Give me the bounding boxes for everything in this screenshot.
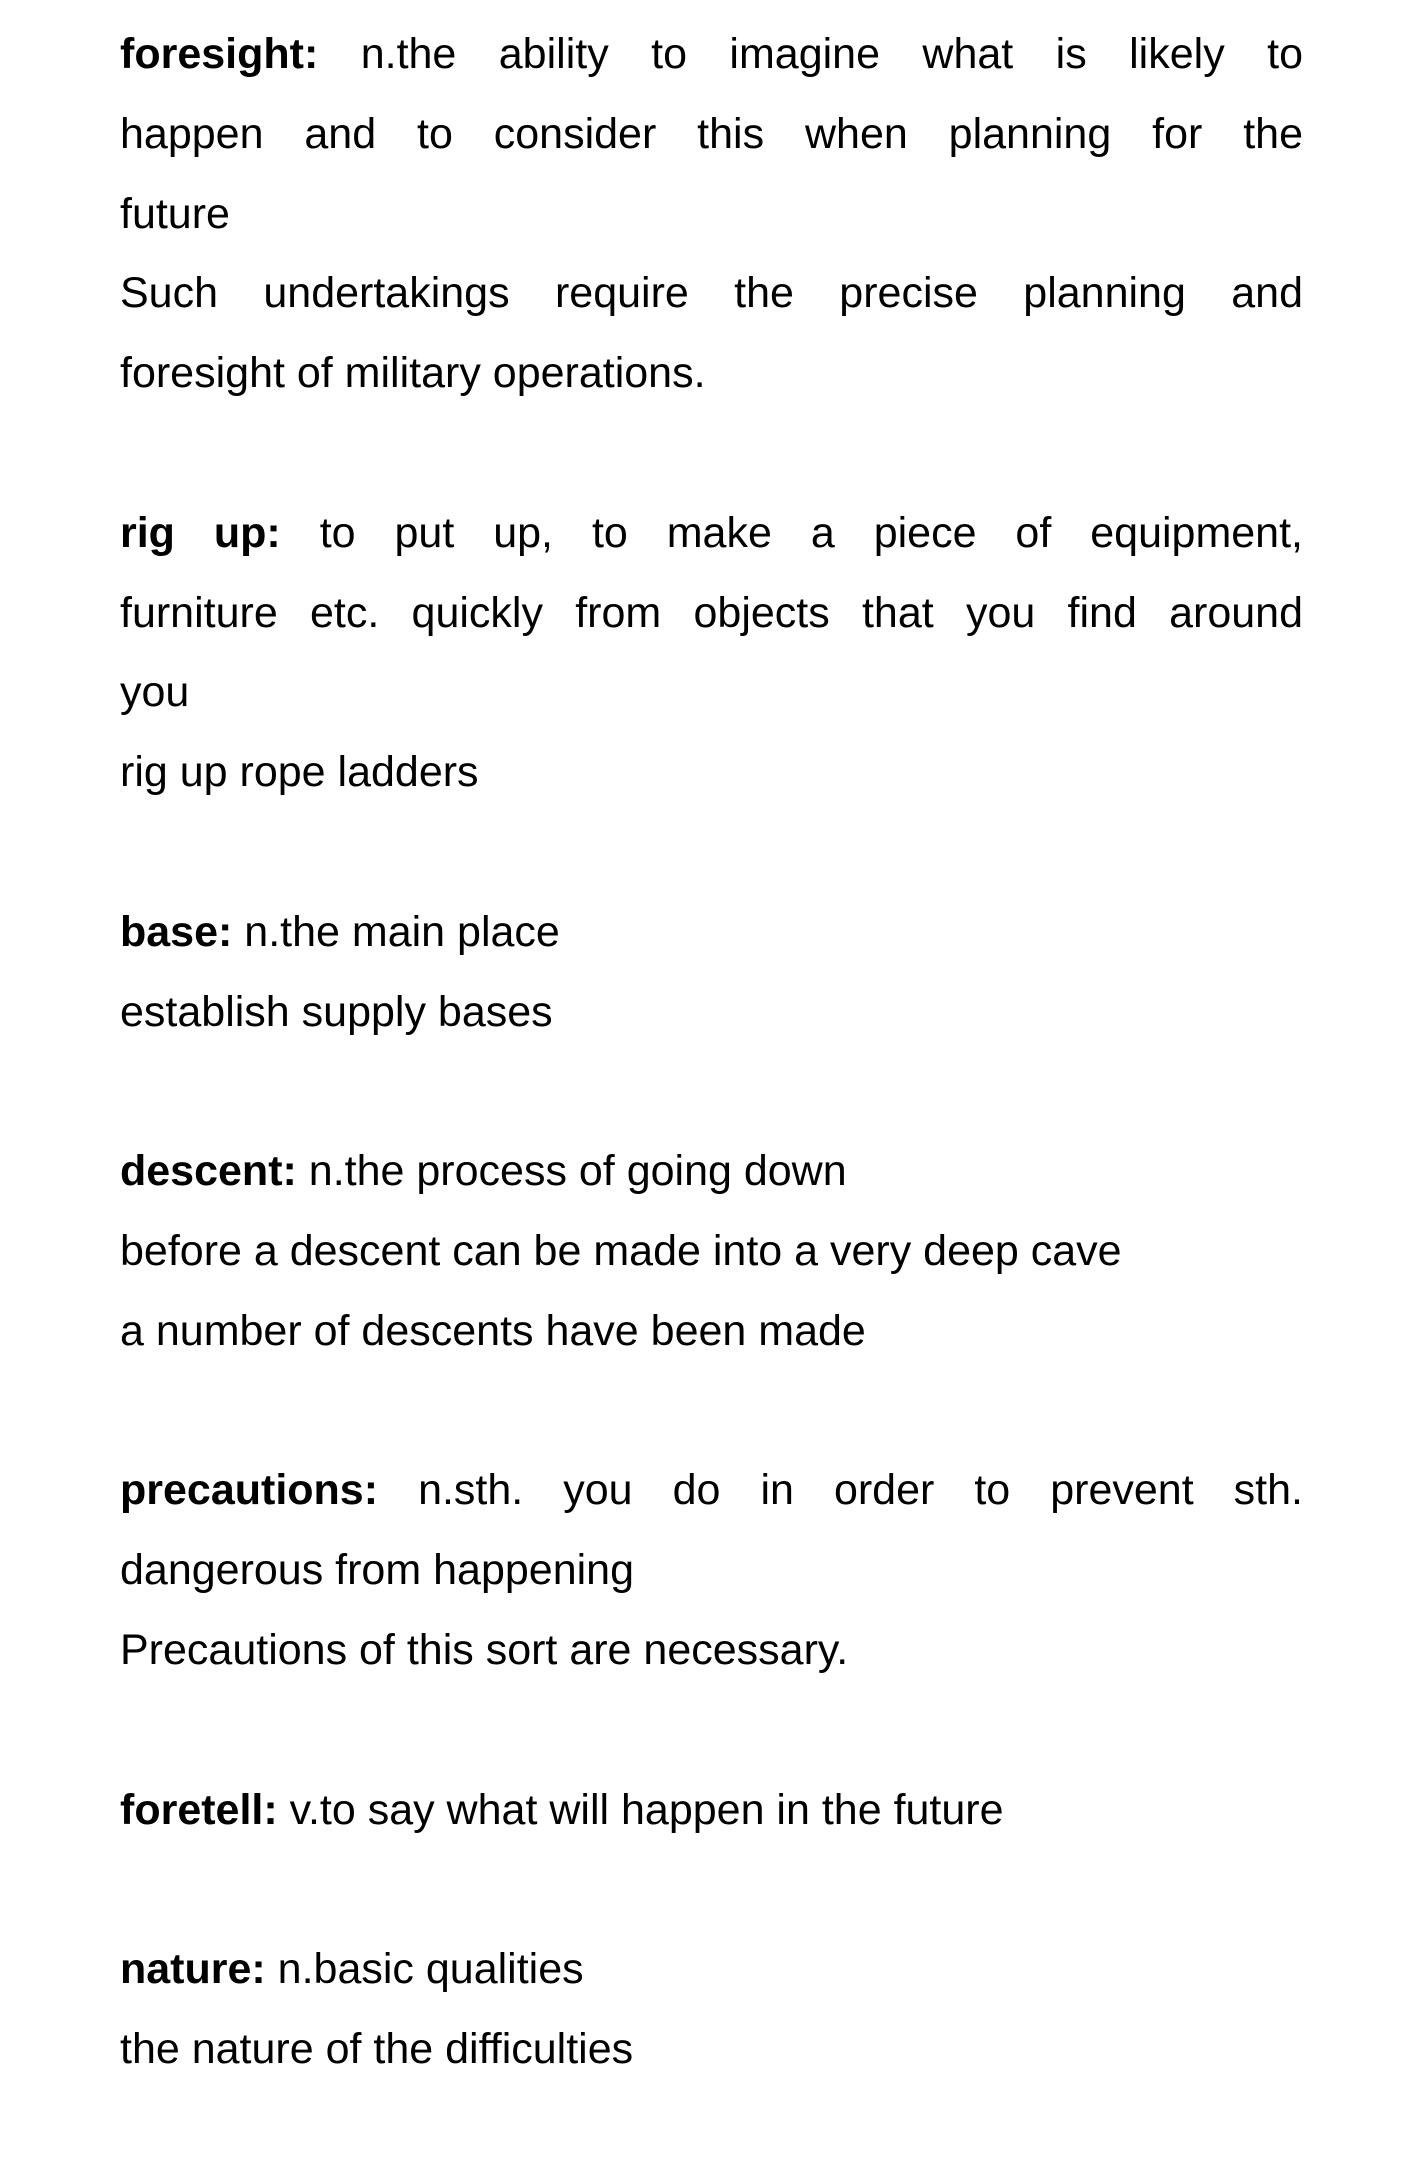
vocabulary-document xyxy=(120,15,1303,2170)
definition-text: n.sth. you do in order to prevent sth. xyxy=(378,1466,1303,1515)
example-line: rig up rope ladders xyxy=(120,748,479,797)
vocab-entry-base xyxy=(120,893,1303,1053)
example-line: foresight of military operations. xyxy=(120,349,706,398)
definition-line: you xyxy=(120,668,190,717)
term-label: foretell: xyxy=(120,1785,278,1834)
example-line: establish supply bases xyxy=(120,987,553,1036)
vocab-entry-descent xyxy=(120,1132,1303,1371)
definition-text: n.basic qualities xyxy=(265,1945,584,1994)
term-label: nature: xyxy=(120,1945,266,1994)
definition-line: happen and to consider this when planning for the xyxy=(120,109,1303,158)
definition-line xyxy=(120,1132,1303,1212)
definition-text: n.the ability to imagine what is likely to xyxy=(318,30,1303,78)
definition-text: to put up, to make a piece of equipment, xyxy=(280,508,1303,557)
example-line: Precautions of this sort are necessary. xyxy=(120,1625,849,1674)
definition-text: n.the process of going down xyxy=(296,1147,847,1196)
definition-line xyxy=(120,15,1303,95)
vocab-entry-foresight xyxy=(120,15,1303,414)
definition-line xyxy=(120,1930,1303,2010)
term-label: rig up: xyxy=(120,508,281,557)
definition-line: future xyxy=(120,189,230,238)
term-label: precautions: xyxy=(120,1466,379,1515)
term-label: base: xyxy=(120,907,233,956)
term-label: foresight: xyxy=(120,30,319,78)
vocab-entry-precautions xyxy=(120,1451,1303,1690)
definition-line: furniture etc. quickly from objects that you find around xyxy=(120,588,1303,637)
example-line: before a descent can be made into a very deep cave xyxy=(120,1226,1122,1275)
definition-line: dangerous from happening xyxy=(120,1546,634,1595)
definition-text: n.the main place xyxy=(232,907,560,956)
definition-line xyxy=(120,494,1303,574)
definition-line xyxy=(120,893,1303,973)
example-line: the nature of the difficulties xyxy=(120,2024,634,2073)
definition-line xyxy=(120,1451,1303,1531)
vocab-entry-rig-up xyxy=(120,494,1303,813)
term-label: descent: xyxy=(120,1147,297,1196)
definition-text: v.to say what will happen in the future xyxy=(277,1785,1004,1834)
vocab-entry-foretell xyxy=(120,1771,1303,1851)
vocab-entry-nature xyxy=(120,1930,1303,2090)
definition-line xyxy=(120,1771,1303,1851)
example-line: Such undertakings require the precise planning and xyxy=(120,269,1303,318)
example-line: a number of descents have been made xyxy=(120,1306,866,1355)
